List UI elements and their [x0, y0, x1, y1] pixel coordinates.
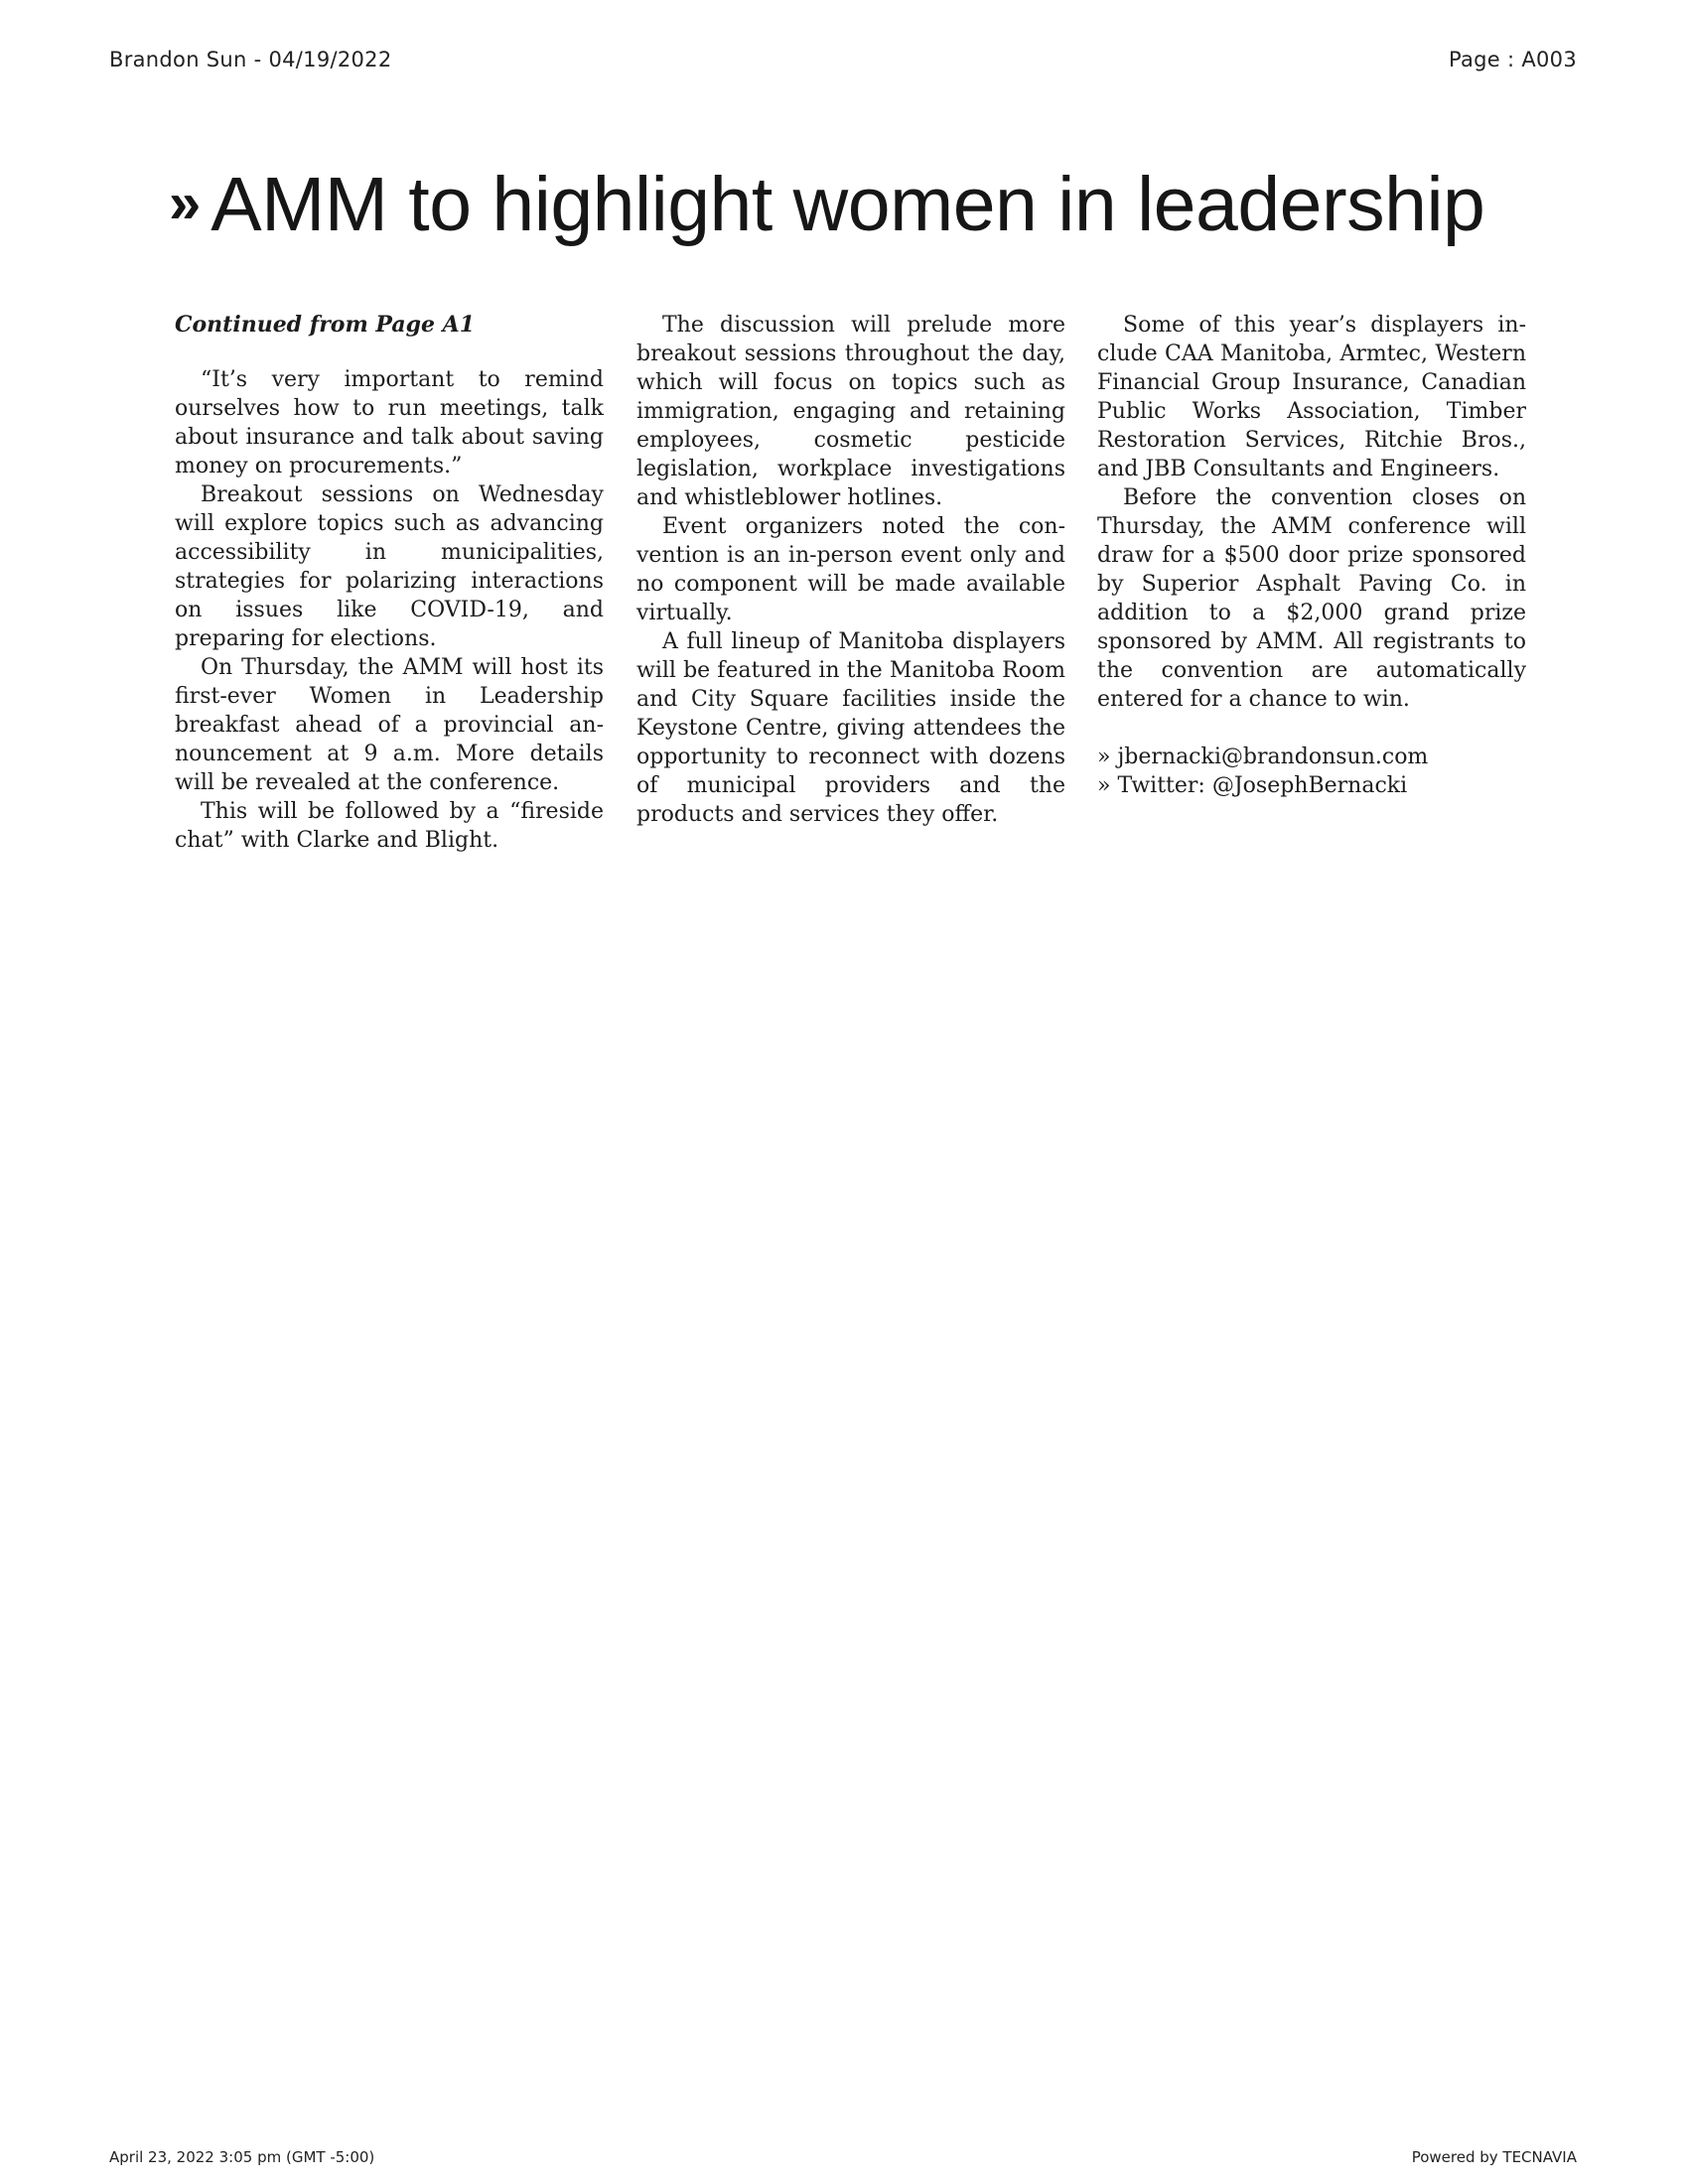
author-twitter: » Twitter: @JosephBernacki — [1097, 773, 1408, 798]
chevron-marker-icon: » — [169, 171, 198, 235]
article-paragraph: The discussion will prelude more breakout sessions throughout the day, which will focus on topics such as immigration, engaging and retaining employees, cosmetic pesticide legislation, workplace investigations and whistleblower hotlines. — [636, 313, 1065, 510]
continued-from-kicker: Continued from Page A1 — [175, 312, 476, 338]
article-column-3 — [1097, 311, 1526, 800]
page-number: Page : A003 — [1448, 48, 1577, 71]
article-paragraph: Event organizers noted the convention is an in-person event only and no component will be made available virtually. — [636, 514, 1065, 625]
article-paragraph: On Thursday, the AMM will host its first-ever Women in Leadership breakfast ahead of a provincial announcement at 9 a.m. More details will be revealed at the conference. — [175, 655, 604, 795]
article-headline — [169, 162, 1485, 247]
article-paragraph: This will be followed by a “fireside chat” with Clarke and Blight. — [175, 799, 604, 853]
publication-date: Brandon Sun - 04/19/2022 — [109, 48, 392, 71]
article-paragraph: Some of this year’s displayers include CAA Manitoba, Armtec, Western Financial Group Insurance, Canadian Public Works Association, Timber Restoration Services, Ritchie Bros., and JBB Consultants and Engineers. — [1097, 313, 1526, 481]
article-paragraph: “It’s very important to remind ourselves how to run meetings, talk about insurance and talk about saving money on procurements.” — [175, 367, 604, 478]
article-column-1 — [175, 311, 604, 855]
article-column-2 — [636, 311, 1065, 829]
print-timestamp: April 23, 2022 3:05 pm (GMT -5:00) — [109, 2148, 375, 2166]
author-email: » jbernacki@brandonsun.com — [1097, 745, 1429, 769]
article-paragraph: A full lineup of Manitoba displayers will be featured in the Manitoba Room and City Square facilities inside the Keystone Centre, giving attendees the opportunity to reconnect with dozens of municipal providers and the products and services they offer. — [636, 629, 1065, 827]
powered-by-credit: Powered by TECNAVIA — [1411, 2148, 1577, 2166]
article-paragraph: Before the convention closes on Thursday, the AMM conference will draw for a $500 door prize sponsored by Superior Asphalt Paving Co. in addition to a $2,000 grand prize sponsored by AMM. All registrants to the convention are automatically entered for a chance to win. — [1097, 485, 1526, 712]
headline-text: AMM to highlight women in leadership — [211, 162, 1485, 247]
article-paragraph: Breakout sessions on Wednesday will explore topics such as advancing accessibility in municipalities, strategies for polarizing interactions on issues like COVID-19, and preparing for elections. — [175, 482, 604, 651]
